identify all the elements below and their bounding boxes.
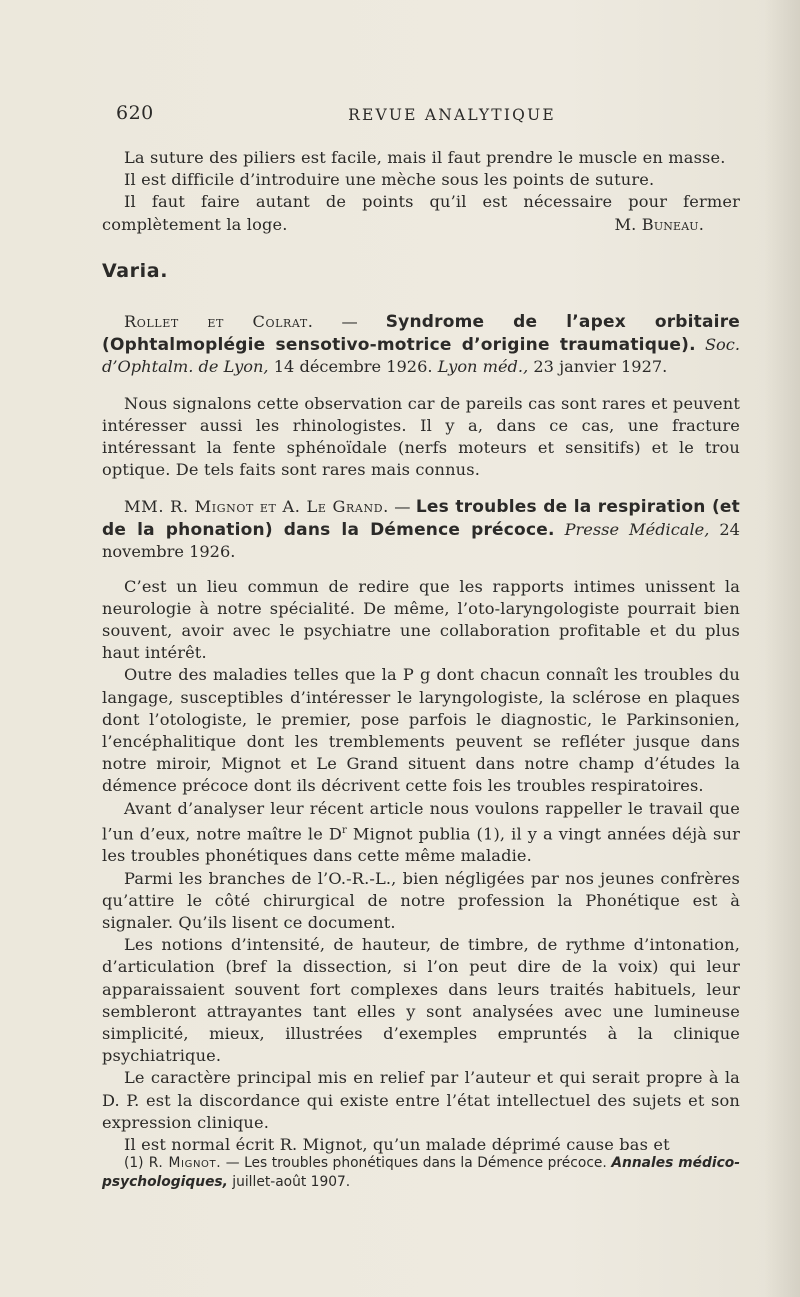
running-title: REVUE ANALYTIQUE bbox=[348, 106, 556, 124]
page-number: 620 bbox=[116, 102, 154, 124]
article-authors: Rollet et Colrat. bbox=[124, 312, 314, 331]
article-paragraph: C’est un lieu commun de redire que les rapports intimes unissent la neurologie à notre spécialité. De même, l’oto-laryngologiste pourrait bien souvent, avoir avec le psychiatre une collaboration profitable et du plus haut intérêt. bbox=[102, 576, 740, 663]
intro-line: Il est difficile d’introduire une mèche sous les points de suture. bbox=[124, 170, 655, 190]
section-varia bbox=[102, 260, 740, 282]
article-title: Les troubles de la respiration (et de la phonation) dans la Démence précoce. bbox=[102, 497, 740, 540]
page-edge-shadow bbox=[764, 0, 800, 1297]
signature-line bbox=[102, 214, 740, 236]
article-source: Soc. d’Ophtalm. de Lyon, bbox=[102, 334, 740, 376]
article-paragraph: Le caractère principal mis en relief par l’auteur et qui serait propre à la D. P. est la discordance qui existe entre l’état intellectuel des sujets et son expression clinique. bbox=[102, 1068, 740, 1132]
intro-block bbox=[102, 147, 740, 236]
article-authors: MM. R. Mignot et A. Le Grand. bbox=[124, 497, 389, 516]
article-mignot bbox=[102, 496, 740, 1156]
article-heading: MM. R. Mignot et A. Le Grand. — Les troubles de la respiration (et de la phonation) dans la Démence précoce. Presse Médicale, 24 novembre 1926. bbox=[102, 497, 740, 561]
article-paragraph: Avant d’analyser leur récent article nous voulons rappeller le travail que l’un d’eux, notre maître le $D^r$ Mignot publia (1), il y a vingt années déjà sur les troubles phonétiques dans cette même maladie. bbox=[102, 798, 740, 866]
footnote-text: (1) R. Mignot. — Les troubles phonétiques dans la Démence précoce. Annales médico-psychologiques, juillet-août 1907. bbox=[102, 1155, 740, 1190]
intro-line: Il faut faire autant de points qu’il est nécessaire pour fermer complètement la loge. bbox=[102, 192, 740, 234]
intro-line: La suture des piliers est facile, mais il faut prendre le muscle en masse. bbox=[124, 148, 726, 167]
article-paragraph: Il est normal écrit R. Mignot, qu’un malade déprimé cause bas et bbox=[124, 1134, 670, 1154]
article-heading: Rollet et Colrat. — Syndrome de l’apex orbitaire (Ophtalmoplégie sensotivo-motrice d’origine traumatique). Soc. d’Ophtalm. de Lyon, 14 décembre 1926. Lyon méd., 23 janvier 1927. bbox=[102, 312, 741, 376]
article-source: Presse Médicale, bbox=[564, 519, 710, 539]
page-header bbox=[104, 102, 740, 128]
article-paragraph: Parmi les branches de l’O.-R.-L., bien négligées par nos jeunes confrères qu’attire le côté chirurgical de notre profession la Phonétique est à signaler. Qu’ils lisent ce document. bbox=[102, 868, 740, 932]
article-journal: Lyon méd., bbox=[437, 357, 529, 376]
article-paragraph: Outre des maladies telles que la P g dont chacun connaît les troubles du langage, susceptibles d’intéresser le laryngologiste, la sclérose en plaques dont l’otologiste, le premier, pose parfois le diagnostic, le Parkinsonien, l’encéphalitique dont les tremblements peuvent se refléter jusque dans notre miroir, Mignot et Le Grand situent dans notre champ d’études la démence précoce dont ils décrivent cette fois les troubles respiratoires. bbox=[102, 665, 740, 796]
article-title: Syndrome de l’apex orbitaire (Ophtalmoplégie sensotivo-motrice d’origine traumatique). bbox=[102, 312, 741, 355]
article-body: Nous signalons cette observation car de pareils cas sont rares et peuvent intéresser aussi les rhinologistes. Il y a, dans ce cas, une fracture intéressant la fente sphénoïdale (nerfs moteurs et sensitifs) et le trou optique. De tels faits sont rares mais connus. bbox=[102, 393, 740, 480]
section-heading: Varia. bbox=[102, 260, 169, 282]
article-rollet bbox=[102, 311, 740, 481]
footnote-journal: Annales médico-psychologiques, bbox=[102, 1155, 740, 1190]
signature: M. Buneau. bbox=[614, 214, 704, 234]
article-paragraph: Les notions d’intensité, de hauteur, de timbre, de rythme d’intonation, d’articulation (bref la dissection, si l’on peut dire de la voix) qui leur apparaissaient souvent fort complexes dans leurs traités habituels, leur sembleront attrayantes tant elles y sont analysées avec une lumineuse simplicité, mieux, illustrées d’exemples empruntés à la clinique psychiatrique. bbox=[102, 935, 740, 1066]
footnote bbox=[102, 1154, 740, 1192]
